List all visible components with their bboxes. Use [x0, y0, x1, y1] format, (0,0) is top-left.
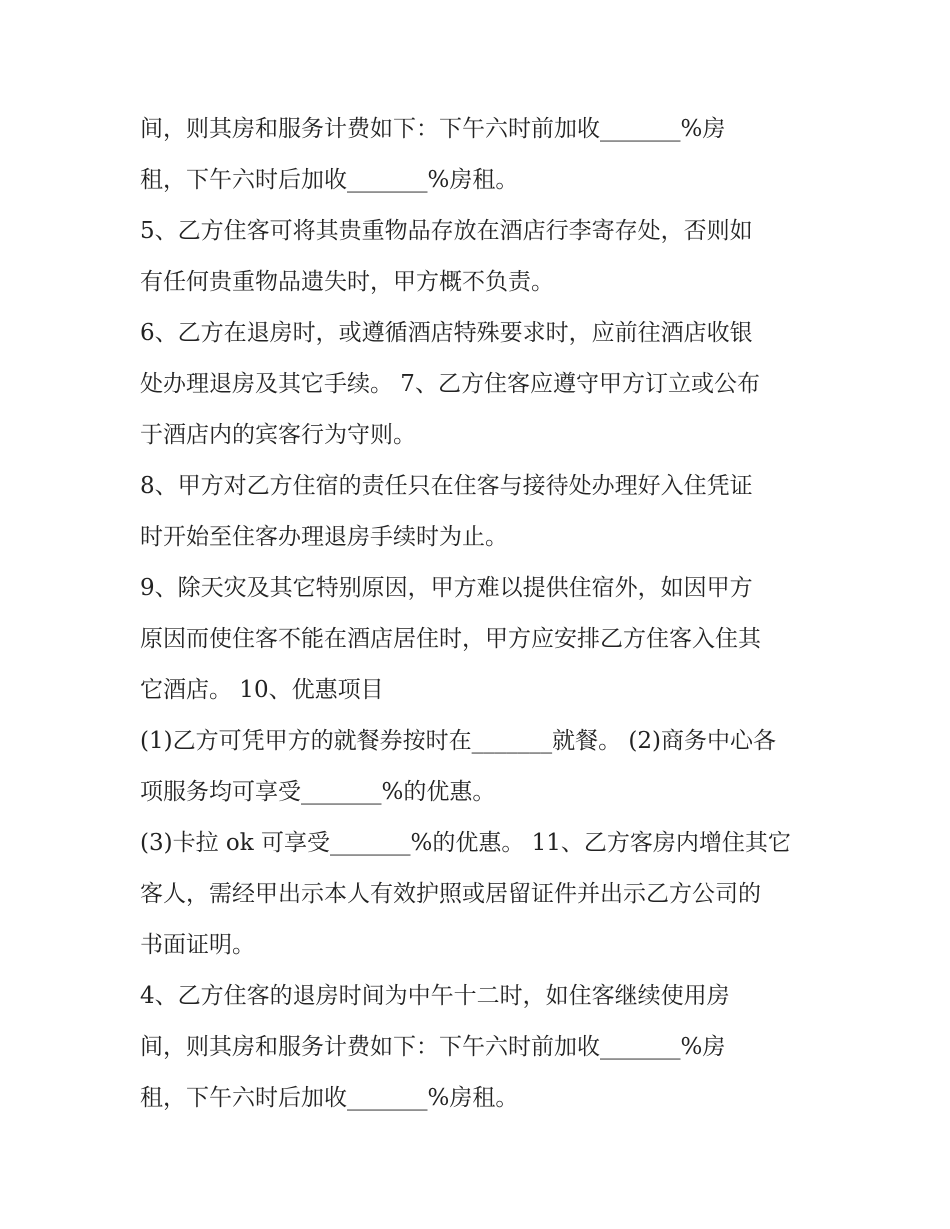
text-line: 4、乙方住客的退房时间为中午十二时，如住客继续使用房 — [140, 983, 730, 1009]
text-line: 项服务均可享受_______%的优惠。 — [140, 779, 496, 805]
text-line: 间，则其房和服务计费如下：下午六时前加收_______%房 — [140, 1034, 726, 1060]
document-body — [140, 104, 820, 1124]
text-line: 它酒店。 10、优惠项目 — [140, 677, 384, 703]
text-line: (1)乙方可凭甲方的就餐券按时在_______就餐。 (2)商务中心各 — [140, 728, 776, 754]
text-line: (3)卡拉 ok 可享受_______%的优惠。 11、乙方客房内增住其它 — [140, 830, 791, 856]
text-line: 有任何贵重物品遗失时，甲方概不负责。 — [140, 269, 554, 295]
text-line: 租，下午六时后加收_______%房租。 — [140, 167, 519, 193]
text-line: 客人，需经甲出示本人有效护照或居留证件并出示乙方公司的 — [140, 881, 761, 907]
text-line: 租，下午六时后加收_______%房租。 — [140, 1085, 519, 1111]
text-line: 原因而使住客不能在酒店居住时，甲方应安排乙方住客入住其 — [140, 626, 761, 652]
text-line: 书面证明。 — [140, 932, 255, 958]
text-line: 处办理退房及其它手续。 7、乙方住客应遵守甲方订立或公布 — [140, 371, 760, 397]
text-line: 5、乙方住客可将其贵重物品存放在酒店行李寄存处，否则如 — [140, 218, 753, 244]
text-line: 间，则其房和服务计费如下：下午六时前加收_______%房 — [140, 116, 726, 142]
text-line: 于酒店内的宾客行为守则。 — [140, 422, 416, 448]
text-line: 6、乙方在退房时，或遵循酒店特殊要求时，应前往酒店收银 — [140, 320, 753, 346]
text-line: 时开始至住客办理退房手续时为止。 — [140, 524, 508, 550]
text-line: 9、除天灾及其它特别原因，甲方难以提供住宿外，如因甲方 — [140, 575, 753, 601]
text-line: 8、甲方对乙方住宿的责任只在住客与接待处办理好入住凭证 — [140, 473, 753, 499]
